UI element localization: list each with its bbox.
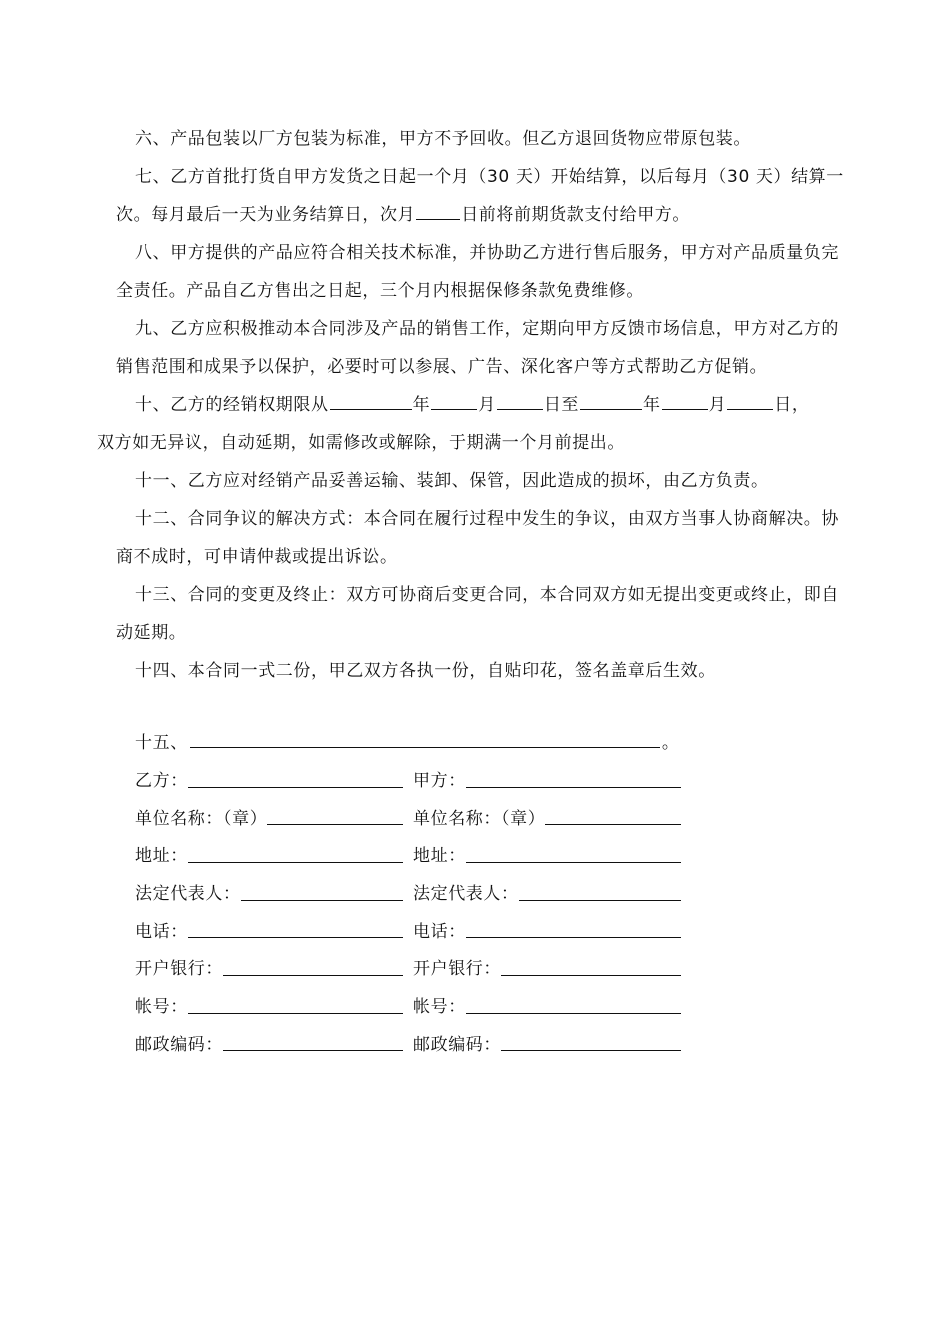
- signature-row: [135, 835, 735, 873]
- end-month-blank[interactable]: [662, 391, 708, 410]
- clause-14: 十四、本合同一式二份，甲乙双方各执一份，自贴印花，签名盖章后生效。: [135, 661, 716, 681]
- clause-10-day-to: 日至: [543, 395, 580, 415]
- party-a-address-label: 地址：: [413, 846, 466, 867]
- party-b-phone-field[interactable]: [188, 936, 403, 938]
- clause-10: [97, 386, 846, 462]
- party-b-rep-field[interactable]: [241, 899, 403, 901]
- party-a-address-field[interactable]: [466, 861, 681, 863]
- clause-6: 六、产品包装以厂方包装为标准，甲方不予回收。但乙方退回货物应带原包装。: [135, 129, 751, 149]
- start-month-blank[interactable]: [431, 391, 477, 410]
- party-b-account-label: 帐号：: [135, 997, 188, 1018]
- payment-day-blank[interactable]: [416, 201, 460, 220]
- clause-15-suffix: 。: [661, 733, 680, 754]
- party-a-account-label: 帐号：: [413, 997, 466, 1018]
- party-a-rep-label: 法定代表人：: [413, 884, 519, 905]
- party-a-bank-field[interactable]: [501, 974, 681, 976]
- end-day-blank[interactable]: [727, 391, 773, 410]
- end-year-blank[interactable]: [580, 391, 642, 410]
- party-a-unit-label: 单位名称：（章）: [413, 808, 546, 829]
- party-a-bank-label: 开户银行：: [413, 959, 501, 980]
- signature-row: [135, 1024, 735, 1062]
- party-a-postcode-label: 邮政编码：: [413, 1034, 501, 1055]
- party-a-account-field[interactable]: [466, 1012, 681, 1014]
- party-b-rep-label: 法定代表人：: [135, 884, 241, 905]
- signature-row: [135, 873, 735, 911]
- party-a-label: 甲方：: [413, 771, 466, 792]
- clause-15-blank[interactable]: [190, 746, 660, 748]
- signature-row: [135, 797, 735, 835]
- signature-row: [135, 986, 735, 1024]
- clause-15: [135, 722, 735, 760]
- clause-10-year-2: 年: [643, 395, 661, 415]
- party-b-account-field[interactable]: [188, 1012, 403, 1014]
- clause-10-month-1: 月: [478, 395, 496, 415]
- party-a-phone-field[interactable]: [466, 936, 681, 938]
- start-day-blank[interactable]: [497, 391, 543, 410]
- party-b-label: 乙方：: [135, 771, 188, 792]
- signature-row: [135, 910, 735, 948]
- party-b-postcode-label: 邮政编码：: [135, 1034, 223, 1055]
- clause-7-text-a: 七、乙方首批打货自甲方发货之日起一个月（30 天）开始结算，以后每月（30 天）结算一次。每月最后一天为业务结算日，次月: [116, 167, 844, 225]
- clause-7: [116, 158, 846, 234]
- start-year-blank[interactable]: [330, 391, 412, 410]
- party-b-unit-label: 单位名称：（章）: [135, 808, 268, 829]
- clause-10-day-2: 日，: [774, 395, 810, 415]
- clause-7-text-b: 日前将前期货款支付给甲方。: [461, 205, 691, 225]
- party-b-bank-label: 开户银行：: [135, 959, 223, 980]
- clause-9: 九、乙方应积极推动本合同涉及产品的销售工作，定期向甲方反馈市场信息，甲方对乙方的销售范围和成果予以保护，必要时可以参展、广告、深化客户等方式帮助乙方促销。: [116, 319, 839, 377]
- party-a-postcode-field[interactable]: [501, 1049, 681, 1051]
- signature-row: [135, 760, 735, 798]
- party-a-rep-field[interactable]: [519, 899, 681, 901]
- signature-row: [135, 948, 735, 986]
- party-b-phone-label: 电话：: [135, 921, 188, 942]
- party-b-field[interactable]: [188, 786, 403, 788]
- party-b-address-label: 地址：: [135, 846, 188, 867]
- party-b-address-field[interactable]: [188, 861, 403, 863]
- clause-10-year-1: 年: [412, 395, 431, 415]
- party-b-postcode-field[interactable]: [223, 1049, 403, 1051]
- clause-12: 十二、合同争议的解决方式：本合同在履行过程中发生的争议，由双方当事人协商解决。协商不成时，可申请仲裁或提出诉讼。: [116, 509, 839, 567]
- clause-11: 十一、乙方应对经销产品妥善运输、装卸、保管，因此造成的损坏，由乙方负责。: [135, 471, 769, 491]
- clause-10-month-2: 月: [708, 395, 727, 415]
- party-a-field[interactable]: [466, 786, 681, 788]
- clause-10-suffix: 双方如无异议，自动延期，如需修改或解除，于期满一个月前提出。: [97, 433, 625, 453]
- signature-block: [135, 722, 735, 1061]
- party-b-unit-field[interactable]: [267, 823, 403, 825]
- party-a-unit-field[interactable]: [545, 823, 681, 825]
- clause-8: 八、甲方提供的产品应符合相关技术标准，并协助乙方进行售后服务，甲方对产品质量负完全责任。产品自乙方售出之日起，三个月内根据保修条款免费维修。: [116, 243, 839, 301]
- party-b-bank-field[interactable]: [223, 974, 403, 976]
- party-a-phone-label: 电话：: [413, 921, 466, 942]
- clause-10-prefix: 十、乙方的经销权期限从: [135, 395, 329, 415]
- contract-clauses: [97, 120, 846, 690]
- clause-13: 十三、合同的变更及终止：双方可协商后变更合同，本合同双方如无提出变更或终止，即自动延期。: [116, 585, 839, 643]
- clause-15-prefix: 十五、: [135, 733, 188, 754]
